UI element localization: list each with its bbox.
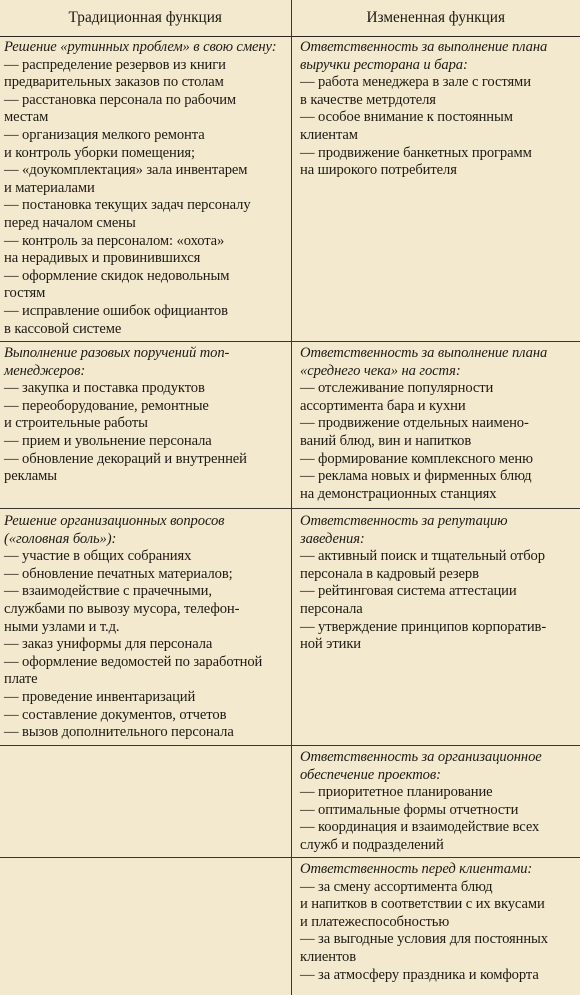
list-item: — обновление декораций и внутренней: [4, 450, 247, 467]
list-item: — прием и увольнение персонала: [4, 432, 212, 449]
list-item: персонала в кадровый резерв: [300, 565, 479, 582]
section-title: выручки ресторана и бара:: [300, 56, 468, 73]
cell-traditional-3: [4, 513, 288, 742]
list-item: — заказ униформы для персонала: [4, 636, 213, 653]
list-item: и контроль уборки помещения;: [4, 144, 195, 161]
column-divider: [291, 36, 292, 995]
list-item: и напитков в соответствии с их вкусами: [300, 896, 545, 913]
list-item: служб и подразделений: [300, 836, 444, 853]
header-changed: Измененная функция: [366, 9, 506, 26]
section-title: Выполнение разовых поручений топ-: [4, 345, 230, 361]
list-item: перед началом смены: [4, 214, 136, 231]
section-title: менеджеров:: [4, 362, 86, 379]
list-item: — переоборудование, ремонтные: [4, 397, 209, 414]
list-item: — реклама новых и фирменных блюд: [300, 468, 532, 485]
list-item: предварительных заказов по столам: [4, 74, 224, 91]
list-item: — участие в общих собраниях: [4, 548, 192, 565]
list-item: службами по вывозу мусора, телефон-: [4, 600, 240, 617]
list-item: в кассовой системе: [4, 320, 122, 337]
list-item: — продвижение отдельных наимено-: [300, 415, 529, 432]
section-title: («головная боль»):: [4, 530, 117, 547]
list-item: — активный поиск и тщательный отбор: [300, 548, 545, 565]
list-item: — взаимодействие с прачечными,: [4, 583, 212, 600]
list-item: — «доукомплектация» зала инвентарем: [4, 162, 248, 179]
cell-traditional-1: [4, 39, 288, 338]
list-item: — составление документов, отчетов: [4, 706, 227, 723]
section-title: Решение организационных вопросов: [4, 513, 225, 529]
section-title: Ответственность за организационное: [300, 749, 542, 765]
list-item: — закупка и поставка продуктов: [4, 380, 205, 397]
list-item: на широкого потребителя: [300, 162, 457, 179]
list-item: персонала: [300, 600, 363, 617]
list-item: ассортимента бара и кухни: [300, 397, 466, 414]
list-item: гостям: [4, 285, 46, 302]
list-item: — за смену ассортимента блюд: [300, 878, 493, 895]
list-item: и платежеспособностью: [300, 913, 450, 930]
list-item: — обновление печатных материалов;: [4, 565, 233, 582]
list-item: — особое внимание к постоянным: [300, 109, 513, 126]
list-item: ваний блюд, вин и напитков: [300, 432, 472, 449]
row-divider: [0, 341, 580, 342]
cell-changed-5: [300, 861, 578, 984]
row-divider: [0, 745, 580, 746]
list-item: и строительные работы: [4, 415, 148, 432]
section-title: «среднего чека» на гостя:: [300, 362, 461, 379]
cell-changed-4: [300, 749, 578, 855]
list-item: клиентов: [300, 948, 357, 965]
section-title: Ответственность за репутацию: [300, 513, 508, 529]
list-item: — за выгодные условия для постоянных: [300, 931, 548, 948]
header-traditional: Традиционная функция: [0, 0, 292, 36]
list-item: — постановка текущих задач персоналу: [4, 197, 251, 214]
cell-changed-3: [300, 513, 578, 654]
list-item: рекламы: [4, 468, 57, 485]
list-item: — рейтинговая система аттестации: [300, 583, 517, 600]
list-item: и материалами: [4, 179, 95, 196]
list-item: ными узлами и т.д.: [4, 618, 120, 635]
list-item: — вызов дополнительного персонала: [4, 724, 234, 741]
list-item: в качестве метрдотеля: [300, 91, 436, 108]
list-item: — продвижение банкетных программ: [300, 144, 532, 161]
section-title: заведения:: [300, 530, 365, 547]
list-item: — оформление ведомостей по заработной: [4, 653, 263, 670]
list-item: — за атмосферу праздника и комфорта: [300, 966, 539, 983]
list-item: клиентам: [300, 126, 358, 143]
list-item: — контроль за персоналом: «охота»: [4, 232, 225, 249]
list-item: — организация мелкого ремонта: [4, 126, 205, 143]
list-item: — формирование комплексного меню: [300, 450, 533, 467]
cell-changed-1: [300, 39, 578, 180]
section-title: Решение «рутинных проблем» в свою смену:: [4, 39, 277, 55]
list-item: на нерадивых и провинившихся: [4, 250, 201, 267]
list-item: — утверждение принципов корпоратив-: [300, 618, 547, 635]
list-item: — работа менеджера в зале с гостями: [300, 74, 531, 91]
list-item: — проведение инвентаризаций: [4, 688, 196, 705]
row-divider: [0, 857, 580, 858]
list-item: ной этики: [300, 636, 362, 653]
list-item: — координация и взаимодействие всех: [300, 819, 540, 836]
section-title: Ответственность за выполнение плана: [300, 345, 548, 361]
list-item: — оптимальные формы отчетности: [300, 801, 519, 818]
row-divider: [0, 508, 580, 509]
section-title: обеспечение проектов:: [300, 766, 441, 783]
cell-changed-2: [300, 345, 578, 503]
list-item: на демонстрационных станциях: [300, 485, 497, 502]
table-header: [0, 0, 580, 37]
list-item: — распределение резервов из книги: [4, 56, 226, 73]
list-item: — оформление скидок недовольным: [4, 267, 230, 284]
cell-traditional-2: [4, 345, 288, 486]
section-title: Ответственность перед клиентами:: [300, 861, 533, 877]
list-item: — расстановка персонала по рабочим: [4, 91, 237, 108]
list-item: — отслеживание популярности: [300, 380, 494, 397]
list-item: — приоритетное планирование: [300, 784, 493, 801]
list-item: плате: [4, 671, 38, 688]
list-item: местам: [4, 109, 49, 126]
list-item: — исправление ошибок официантов: [4, 302, 228, 319]
section-title: Ответственность за выполнение плана: [300, 39, 548, 55]
